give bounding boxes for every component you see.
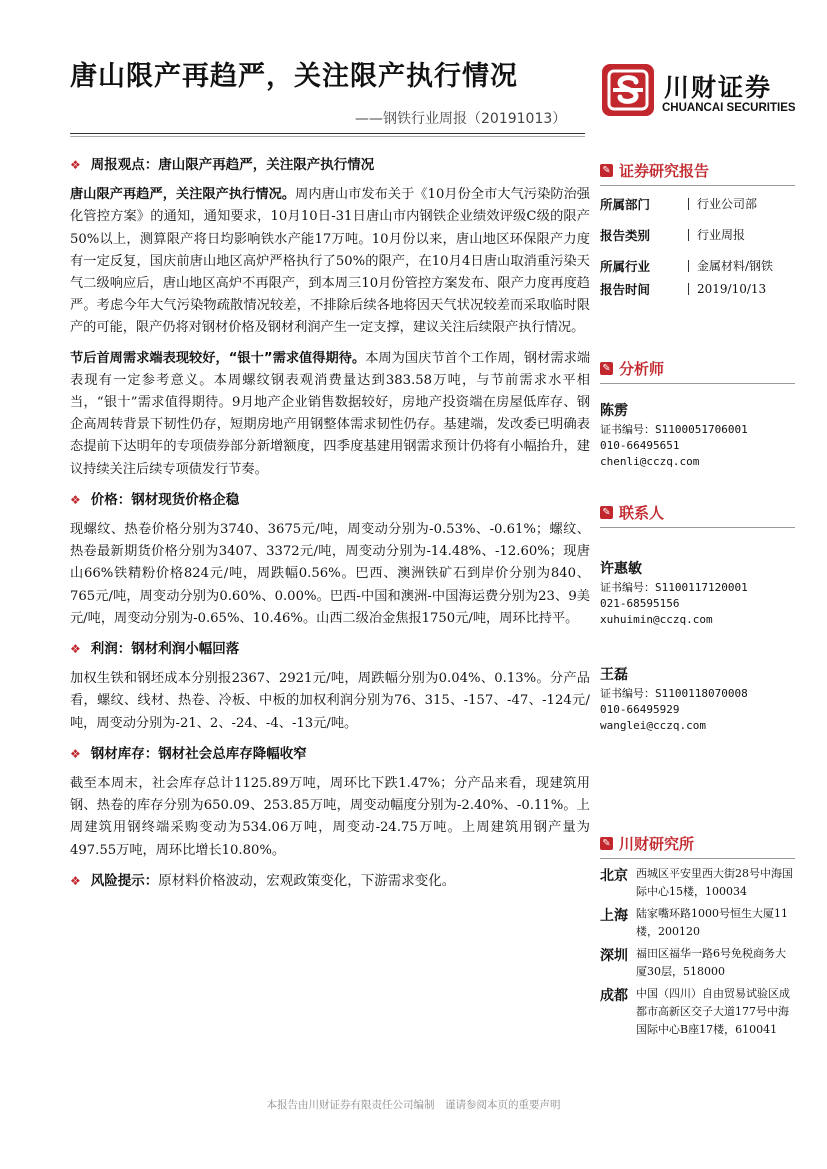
info-row: 所属行业 金属材料/钢铁: [600, 258, 774, 274]
section-view-heading: ❖ 周报观点：唐山限产再趋严，关注限产执行情况: [70, 154, 590, 176]
section-divider: [600, 185, 795, 186]
report-info-panel: [600, 160, 795, 300]
report-icon: ✎: [600, 164, 613, 177]
section-divider: [600, 858, 795, 859]
logo-name-cn: 川财证券: [664, 73, 773, 102]
contacts-section-title: ✎ 联系人: [600, 502, 795, 523]
diamond-bullet-icon: ❖: [70, 746, 81, 761]
section-profit-heading: ❖ 利润：钢材利润小幅回落: [70, 638, 590, 660]
title-divider-thin: [70, 136, 585, 137]
contact-card: 王磊 证书编号：S1100118070008 010-66495929 wanglei@cczq.com: [600, 664, 795, 734]
contact-icon: ✎: [600, 506, 613, 519]
section-risk: ❖ 风险提示： 原材料价格波动，宏观政策变化，下游需求变化。: [70, 870, 590, 892]
diamond-bullet-icon: ❖: [70, 873, 81, 888]
analyst-panel: [600, 358, 795, 470]
institute-section-title: ✎ 川财研究所: [600, 833, 795, 854]
office-entry: 北京 西城区平安里西大街28号中海国际中心15楼，100034: [600, 867, 793, 898]
title-divider: [70, 133, 585, 134]
analyst-section-title: ✎ 分析师: [600, 358, 795, 379]
office-entry: 深圳 福田区福华一路6号免税商务大厦30层，518000: [600, 947, 786, 978]
contact-email[interactable]: xuhuimin@cczq.com: [600, 613, 713, 626]
profit-paragraph: 加权生铁和钢坯成本分别报2367、2921元/吨，周跌幅分别为0.04%、0.13%。分产品看，螺纹、线材、热卷、冷板、中板的加权利润分别为76、315、-157、-47、-124元/吨，周变动分别为-21、2、-24、-4、-13元/吨。: [70, 671, 590, 731]
logo-emblem-icon: [600, 62, 656, 118]
diamond-bullet-icon: ❖: [70, 158, 81, 172]
section-price-heading: ❖ 价格：钢材现货价格企稳: [70, 489, 590, 511]
office-entry: 成都 中国（四川）自由贸易试验区成都市高新区交子大道177号中海国际中心B座17楼，610041: [600, 987, 790, 1036]
company-logo: [600, 62, 800, 122]
view-paragraph-2: 节后首周需求端表现较好，“银十”需求值得期待。本周为国庆节首个工作周，钢材需求端表现有一定参考意义。本周螺纹钢表观消费量达到383.58万吨，与节前需求水平相当，“银十”需求值得期待。9月地产企业销售数据较好，房地产投资端在房屋低库存、钢企高周转背景下韧性仍存，短期房地产用钢整体需求韧性仍存。基建端，发改委已明确表态提前下达明年的专项债券部分新增额度，四季度基建用钢需求预计仍将有小幅抬升，建议持续关注后续专项债发行节奏。: [70, 350, 591, 477]
analyst-email[interactable]: chenli@cczq.com: [600, 455, 700, 468]
diamond-bullet-icon: ❖: [70, 642, 81, 657]
report-section-title: ✎ 证券研究报告: [600, 160, 795, 181]
diamond-bullet-icon: ❖: [70, 492, 81, 507]
contact-email[interactable]: wanglei@cczq.com: [600, 719, 706, 732]
section-divider: [600, 527, 795, 528]
analyst-card: 陈雳 证书编号：S1100051706001 010-66495651 chenli@cczq.com: [600, 400, 795, 470]
info-row: 所属部门 行业公司部: [600, 196, 758, 212]
office-entry: 上海 陆家嘴环路1000号恒生大厦11楼，200120: [600, 907, 788, 938]
section-inventory-heading: ❖ 钢材库存：钢材社会总库存降幅收窄: [70, 743, 590, 765]
view-paragraph-1: 唐山限产再趋严，关注限产执行情况。周内唐山市发布关于《10月份全市大气污染防治强化管控方案》的通知，通知要求，10月10日-31日唐山市内钢铁企业绩效评级C级的限产50%以上，测算限产将日均影响铁水产能17万吨。10月份以来，唐山地区环保限产力度有一定反复，国庆前唐山地区高炉严格执行了50%的限产，在10月4日唐山取消重污染天气二级响应后，唐山地区高炉不再限产，到本周三10月份管控方案发布、限产力度再度趋严。考虑今年大气污染物疏散情况较差，不排除后续各地将因天气状况较差而采取临时限产的可能，限产仍将对钢材价格及钢材利润产生一定支撑，建议关注后续限产执行情况。: [70, 187, 590, 336]
section-divider: [600, 383, 795, 384]
inventory-paragraph: 截至本周末，社会库存总计1125.89万吨，周环比下跌1.47%；分产品来看，现建筑用钢、热卷的库存分别为650.09、253.85万吨，周变动幅度分别为-2.40%、-0.11%。上周建筑用钢终端采购变动为534.06万吨，周变动-24.75万吨。上周建筑用钢产量为497.55万吨，周环比增长10.80%。: [70, 776, 590, 858]
info-row: 报告时间 2019/10/13: [600, 281, 767, 297]
page-footer: 本报告由川财证券有限责任公司编制 谨请参阅本页的重要声明: [266, 1099, 561, 1111]
contact-card: 许惠敏 证书编号：S1100117120001 021-68595156 xuhuimin@cczq.com: [600, 558, 795, 628]
page-subtitle: ——钢铁行业周报（20191013）: [355, 111, 567, 127]
info-row: 报告类别 行业周报: [600, 227, 746, 243]
institute-panel: [600, 833, 795, 1043]
price-paragraph: 现螺纹、热卷价格分别为3740、3675元/吨，周变动分别为-0.53%、-0.61%；螺纹、热卷最新期货价格分别为3407、3372元/吨，周变动分别为-14.48%、-12.60%；现唐山66%铁精粉价格824元/吨，周跌幅0.56%。巴西、澳洲铁矿石到岸价分别为840、765元/吨，周变动分别为0.60%、0.00%。巴西-中国和澳洲-中国海运费分别为23、9美元/吨，周变动分别为-0.65%、10.46%。山西二级冶金焦报1750元/吨，周环比持平。: [70, 522, 590, 626]
page-title: 唐山限产再趋严，关注限产执行情况: [70, 61, 518, 92]
building-icon: ✎: [600, 837, 613, 850]
main-content: [70, 150, 590, 900]
logo-name-en: CHUANCAI SECURITIES: [662, 102, 796, 114]
contacts-panel: [600, 502, 795, 734]
person-icon: ✎: [600, 362, 613, 375]
